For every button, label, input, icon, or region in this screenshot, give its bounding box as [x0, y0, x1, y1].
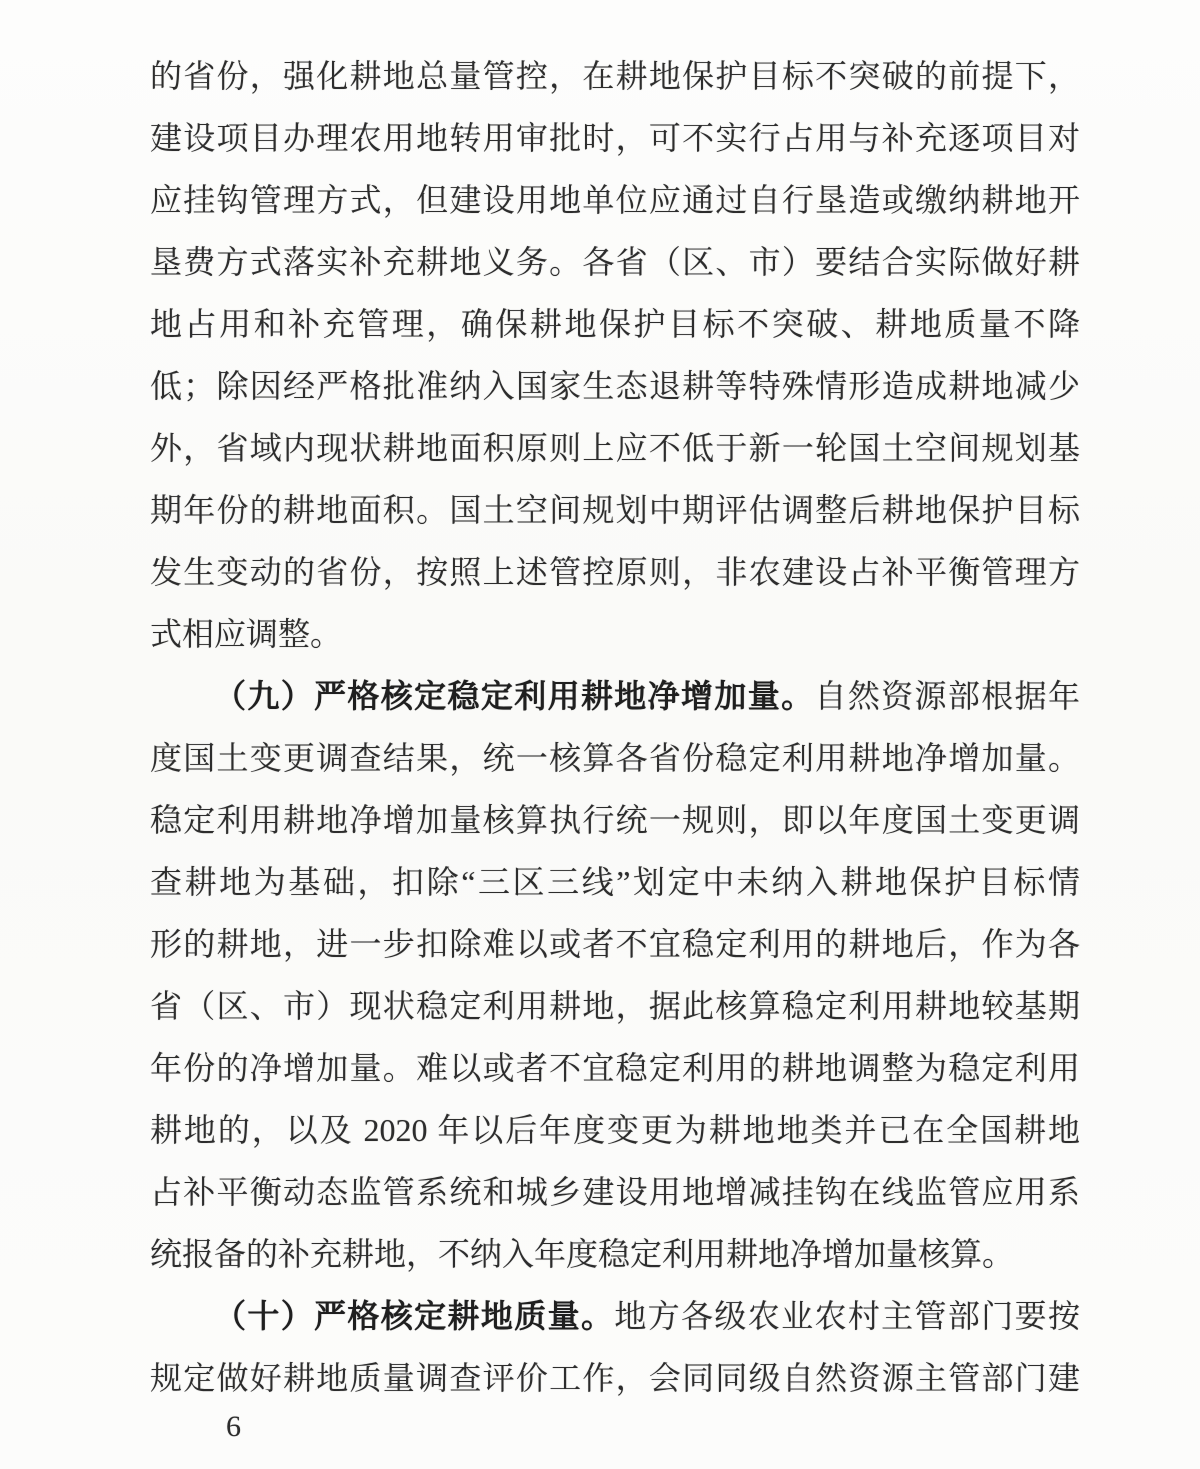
line-text: 的省份，强化耕地总量管控，在耕地保护目标不突破的前提下， [150, 58, 1080, 94]
section-heading: （十）严格核定耕地质量。 [214, 1298, 615, 1334]
line-text: 占补平衡动态监管系统和城乡建设用地增减挂钩在线监管应用系 [150, 1174, 1080, 1210]
line-text: 统报备的补充耕地，不纳入年度稳定利用耕地净增加量核算。 [150, 1236, 1015, 1272]
line-text: 发生变动的省份，按照上述管控原则，非农建设占补平衡管理方 [150, 554, 1080, 590]
text-line-9 [150, 541, 1080, 603]
text-line-16 [150, 975, 1080, 1037]
text-line-4 [150, 231, 1080, 293]
line-text: 稳定利用耕地净增加量核算执行统一规则，即以年度国土变更调 [150, 802, 1080, 838]
line-text: 应挂钩管理方式，但建设用地单位应通过自行垦造或缴纳耕地开 [150, 182, 1080, 218]
section-heading: （九）严格核定稳定利用耕地净增加量。 [214, 678, 815, 714]
line-text: 垦费方式落实补充耕地义务。各省（区、市）要结合实际做好耕 [150, 244, 1080, 280]
text-line-18 [150, 1099, 1080, 1161]
line-text: 地占用和补充管理，确保耕地保护目标不突破、耕地质量不降 [150, 306, 1080, 342]
document-text [150, 45, 1080, 1409]
line-text: 查耕地为基础，扣除“三区三线”划定中未纳入耕地保护目标情 [150, 864, 1080, 900]
line-text: 度国土变更调查结果，统一核算各省份稳定利用耕地净增加量。 [150, 740, 1080, 776]
line-text: 式相应调整。 [150, 616, 343, 652]
line-text: 低；除因经严格批准纳入国家生态退耕等特殊情形造成耕地减少 [150, 368, 1080, 404]
text-line-14 [150, 851, 1080, 913]
text-line-6 [150, 355, 1080, 417]
text-line-1 [150, 45, 1080, 107]
text-line-19 [150, 1161, 1080, 1223]
text-line-12 [150, 727, 1080, 789]
text-line-13 [150, 789, 1080, 851]
text-line-20 [150, 1223, 1080, 1285]
text-line-11 [150, 665, 1080, 727]
text-line-8 [150, 479, 1080, 541]
text-line-3 [150, 169, 1080, 231]
text-line-21 [150, 1285, 1080, 1347]
text-line-2 [150, 107, 1080, 169]
text-line-22 [150, 1347, 1080, 1409]
line-text: 年份的净增加量。难以或者不宜稳定利用的耕地调整为稳定利用 [150, 1050, 1080, 1086]
text-line-15 [150, 913, 1080, 975]
text-line-5 [150, 293, 1080, 355]
text-line-7 [150, 417, 1080, 479]
text-line-17 [150, 1037, 1080, 1099]
line-text: 省（区、市）现状稳定利用耕地，据此核算稳定利用耕地较基期 [150, 988, 1080, 1024]
line-text: 地方各级农业农村主管部门要按 [614, 1298, 1080, 1334]
line-text: 建设项目办理农用地转用审批时，可不实行占用与补充逐项目对 [150, 120, 1080, 156]
line-text: 规定做好耕地质量调查评价工作，会同同级自然资源主管部门建 [150, 1360, 1080, 1396]
line-text: 耕地的，以及 2020 年以后年度变更为耕地地类并已在全国耕地 [150, 1112, 1080, 1148]
line-text: 外，省域内现状耕地面积原则上应不低于新一轮国土空间规划基 [150, 430, 1080, 466]
text-line-10 [150, 603, 1080, 665]
line-text: 自然资源部根据年 [814, 678, 1080, 714]
page-number: 6 [226, 1410, 241, 1443]
line-text: 期年份的耕地面积。国土空间规划中期评估调整后耕地保护目标 [150, 492, 1080, 528]
line-text: 形的耕地，进一步扣除难以或者不宜稳定利用的耕地后，作为各 [150, 926, 1080, 962]
